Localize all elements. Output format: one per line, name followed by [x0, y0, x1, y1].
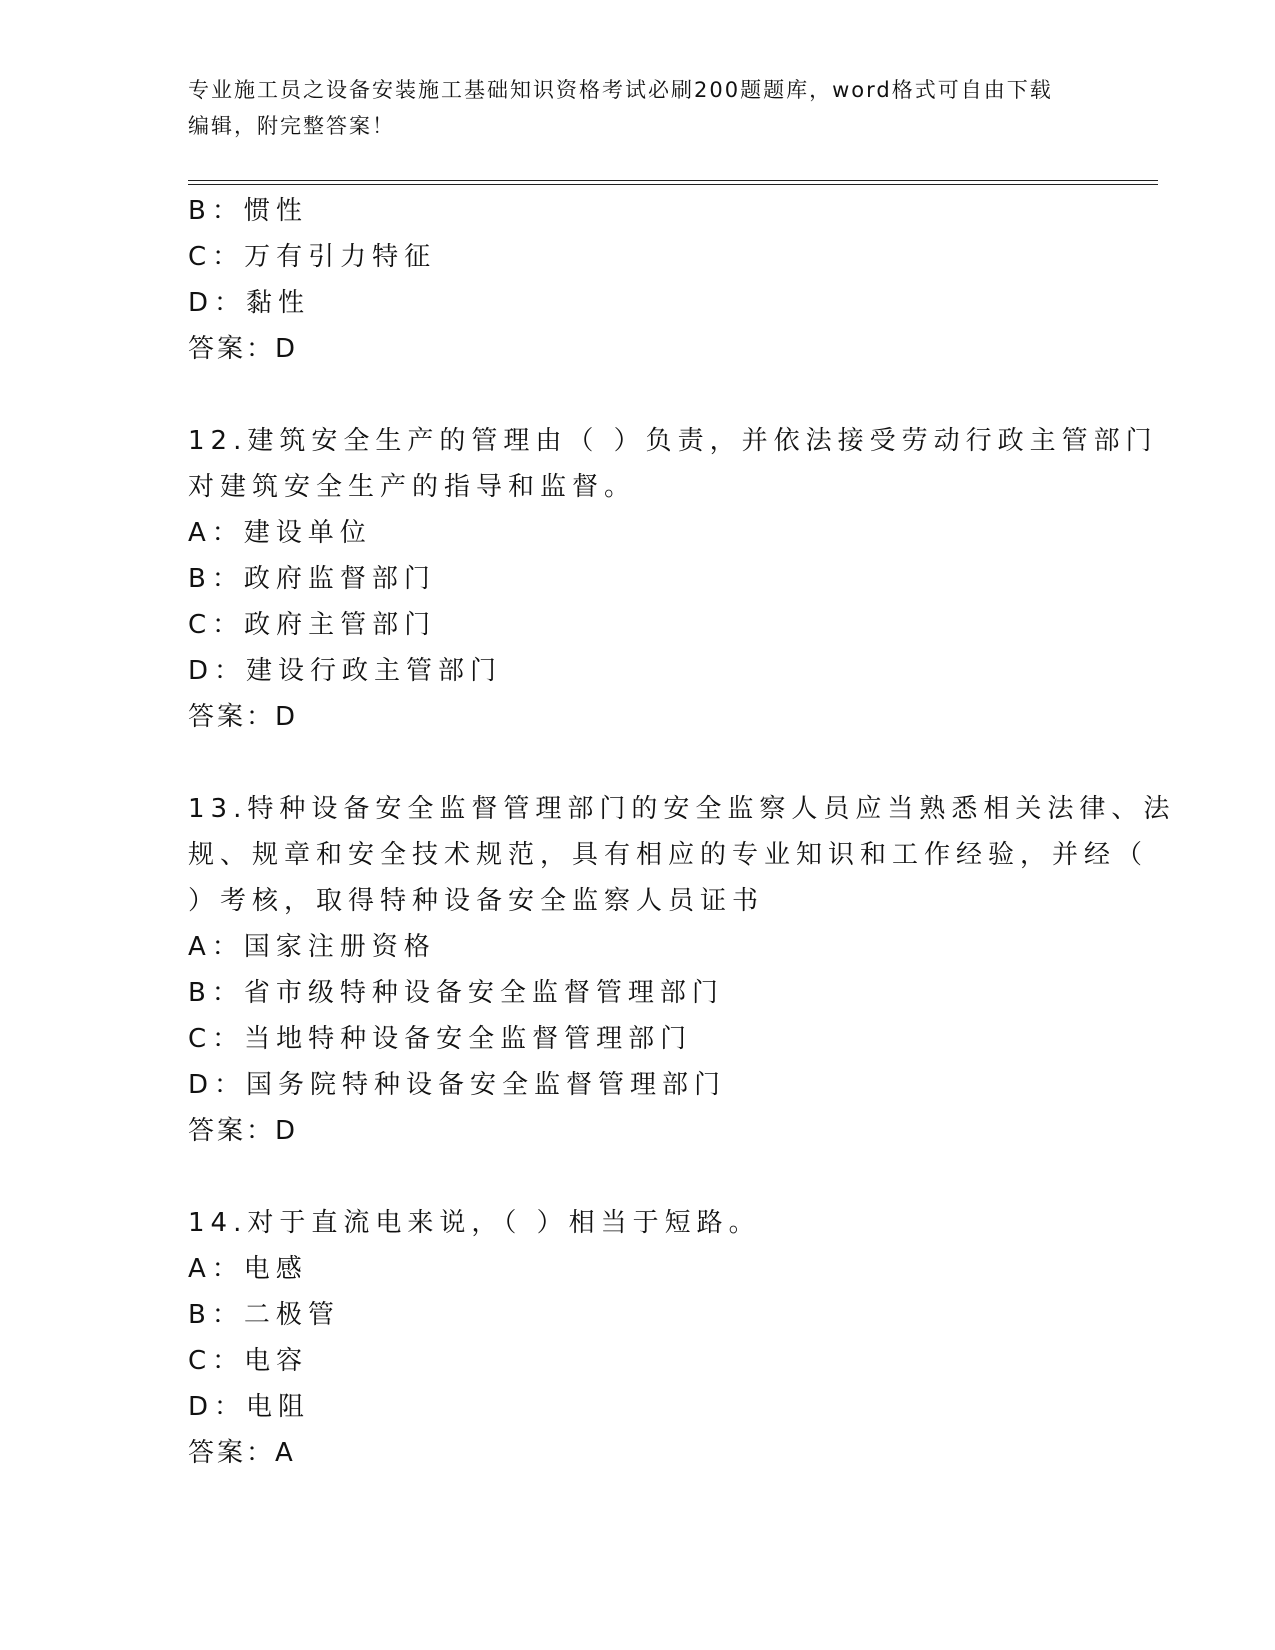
- spacer: [188, 1154, 1088, 1200]
- question-stem-line: 14.对于直流电来说，（ ）相当于短路。: [188, 1208, 761, 1238]
- option-d: D：建设行政主管部门: [188, 656, 503, 686]
- option-b: B：省市级特种设备安全监督管理部门: [188, 978, 724, 1008]
- document-header-title: 专业施工员之设备安装施工基础知识资格考试必刷200题题库，word格式可自由下载编辑，附完整答案！: [188, 78, 1053, 138]
- question-11: [188, 188, 1088, 372]
- option-c: C：政府主管部门: [188, 610, 437, 640]
- answer: 答案：D: [188, 334, 299, 364]
- option-c: C：万有引力特征: [188, 242, 437, 272]
- option-a: A：建设单位: [188, 518, 372, 548]
- answer: 答案：A: [188, 1438, 296, 1468]
- option-b: B：惯性: [188, 196, 308, 226]
- question-stem-line: 对建筑安全生产的指导和监督。: [188, 472, 637, 502]
- answer: 答案：D: [188, 702, 299, 732]
- question-stem-line: 规、规章和安全技术规范，具有相应的专业知识和工作经验，并经（: [188, 840, 1149, 870]
- option-c: C：电容: [188, 1346, 309, 1376]
- header-rule-bottom: [188, 184, 1158, 185]
- question-list: [188, 188, 1176, 1476]
- question-stem-line: 13.特种设备安全监督管理部门的安全监察人员应当熟悉相关法律、法: [188, 794, 1176, 824]
- header-rule-top: [188, 180, 1158, 181]
- option-a: A：国家注册资格: [188, 932, 436, 962]
- option-b: B：政府监督部门: [188, 564, 436, 594]
- question-stem-line: ）考核，取得特种设备安全监察人员证书: [188, 886, 765, 916]
- spacer: [188, 372, 1088, 418]
- question-13: [188, 786, 1176, 1154]
- question-stem-line: 12.建筑安全生产的管理由（ ）负责，并依法接受劳动行政主管部门: [188, 426, 1158, 456]
- answer: 答案：D: [188, 1116, 299, 1146]
- option-b: B：二极管: [188, 1300, 340, 1330]
- option-d: D：黏性: [188, 288, 311, 318]
- option-d: D：电阻: [188, 1392, 311, 1422]
- question-14: [188, 1200, 1088, 1476]
- option-a: A：电感: [188, 1254, 308, 1284]
- option-c: C：当地特种设备安全监督管理部门: [188, 1024, 693, 1054]
- option-d: D：国务院特种设备安全监督管理部门: [188, 1070, 727, 1100]
- spacer: [188, 740, 1088, 786]
- question-12: [188, 418, 1158, 740]
